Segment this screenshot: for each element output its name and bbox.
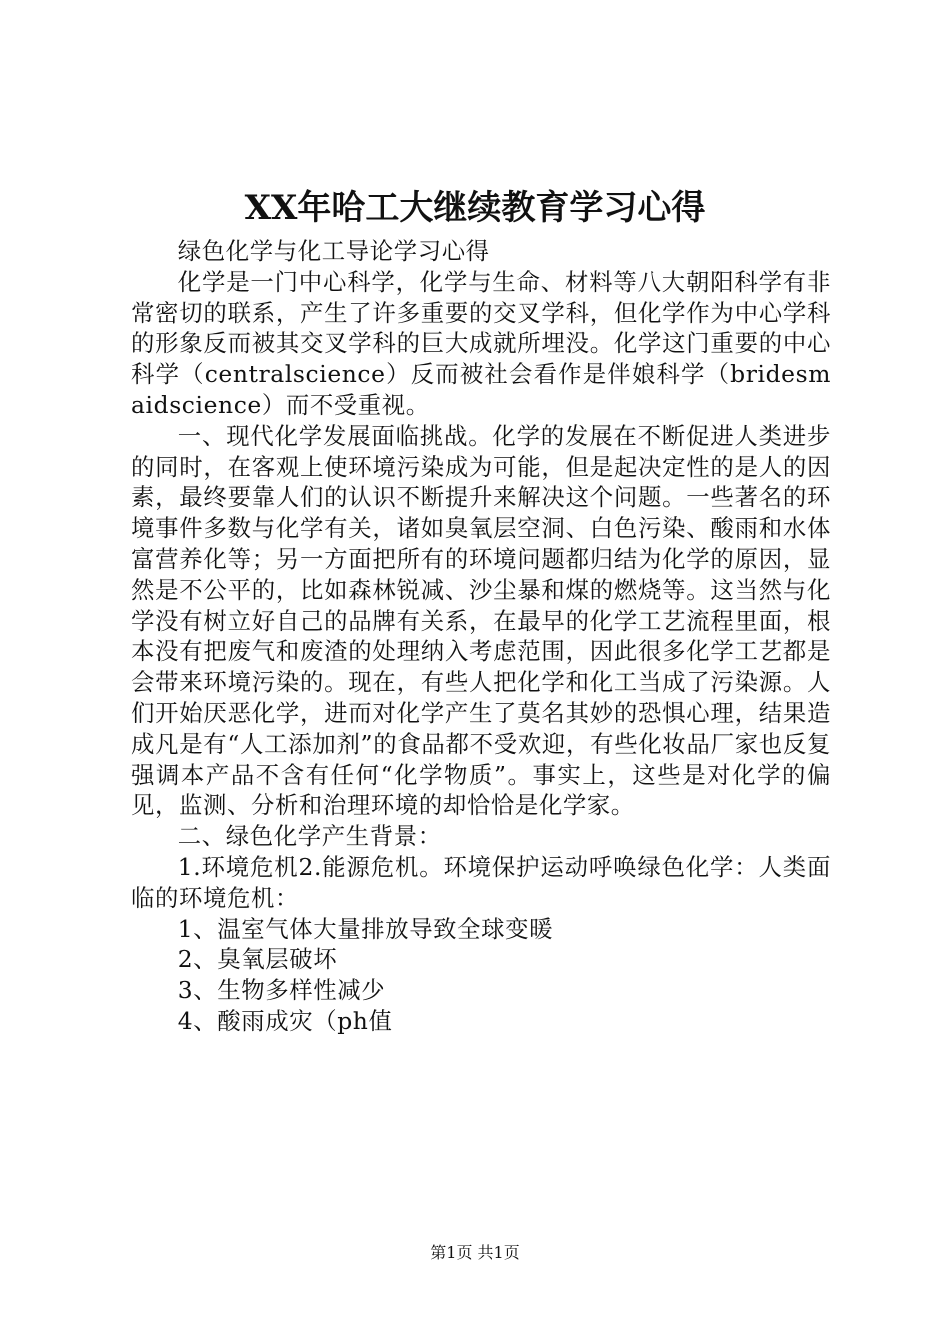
list-item: 4、酸雨成灾（ph值 [177, 1006, 393, 1035]
list-item: 1、温室气体大量排放导致全球变暖 [177, 914, 554, 943]
document-body [131, 236, 831, 1037]
page-footer: 第1页 共1页 [430, 1243, 520, 1262]
section-one-paragraph: 一、现代化学发展面临挑战。化学的发展在不断促进人类进步的同时，在客观上使环境污染成为可能，但是起决定性的是人的因素，最终要靠人们的认识不断提升来解决这个问题。一些著名的环境事件多数与化学有关，诸如臭氧层空洞、白色污染、酸雨和水体富营养化等；另一方面把所有的环境问题都归结为化学的原因，显然是不公平的，比如森林锐减、沙尘暴和煤的燃烧等。这当然与化学没有树立好自己的品牌有关系，在最早的化学工艺流程里面，根本没有把废气和废渣的处理纳入考虑范围，因此很多化学工艺都是会带来环境污染的。现在，有些人把化学和化工当成了污染源。人们开始厌恶化学，进而对化学产生了莫名其妙的恐惧心理，结果造成凡是有“人工添加剂”的食品都不受欢迎，有些化妆品厂家也反复强调本产品不含有任何“化学物质”。事实上，这些是对化学的偏见，监测、分析和治理环境的却恰恰是化学家。 [131, 421, 831, 820]
list-item: 3、生物多样性减少 [177, 976, 386, 1005]
section-two-heading: 二、绿色化学产生背景： [177, 822, 442, 851]
list-item: 2、臭氧层破坏 [177, 945, 338, 974]
document-title: XX年哈工大继续教育学习心得 [244, 188, 706, 228]
crisis-paragraph: 1.环境危机2.能源危机。环境保护运动呼唤绿色化学：人类面临的环境危机： [131, 852, 831, 912]
subtitle-paragraph: 绿色化学与化工导论学习心得 [177, 237, 490, 265]
intro-paragraph: 化学是一门中心科学，化学与生命、材料等八大朝阳科学有非常密切的联系，产生了许多重要的交叉学科，但化学作为中心学科的形象反而被其交叉学科的巨大成就所埋没。化学这门重要的中心科学（centralscience）反而被社会看作是伴娘科学（bridesmaidscience）而不受重视。 [131, 267, 831, 419]
